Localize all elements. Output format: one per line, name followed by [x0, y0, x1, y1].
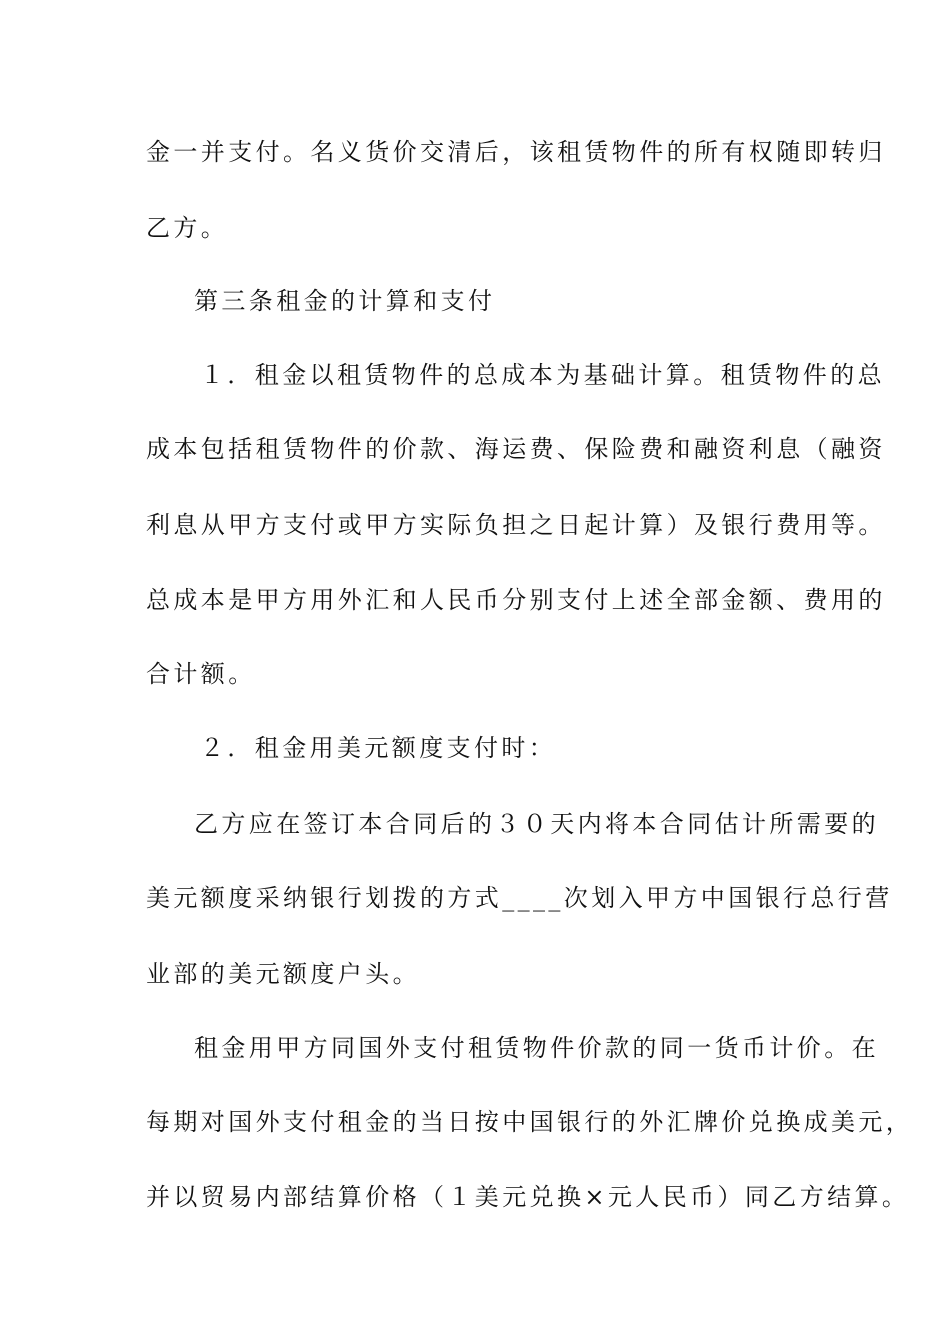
clause-1-line-1: １．租金以租赁物件的总成本为基础计算。租赁物件的总 — [200, 361, 885, 389]
clause-1-line-2: 成本包括租赁物件的价款、海运费、保险费和融资利息（融资 — [146, 435, 886, 463]
clause-2-heading: ２．租金用美元额度支付时： — [200, 734, 557, 762]
paragraph-line-2: 乙方。 — [146, 214, 229, 242]
clause-2-para-2-line-2: 每期对国外支付租金的当日按中国银行的外汇牌价兑换成美元， — [146, 1108, 914, 1136]
clause-2-para-1-line-3: 业部的美元额度户头。 — [146, 960, 420, 988]
clause-1-line-3: 利息从甲方支付或甲方实际负担之日起计算）及银行费用等。 — [146, 511, 886, 539]
clause-1-line-5: 合计额。 — [146, 660, 256, 688]
clause-2-para-1-line-1: 乙方应在签订本合同后的３０天内将本合同估计所需要的 — [194, 810, 879, 838]
section-heading-article-3: 第三条租金的计算和支付 — [194, 287, 496, 315]
paragraph-line-1: 金一并支付。名义货价交清后，该租赁物件的所有权随即转归 — [146, 138, 886, 166]
clause-2-para-2-line-1: 租金用甲方同国外支付租赁物件价款的同一货币计价。在 — [194, 1034, 879, 1062]
clause-2-para-2-line-3: 并以贸易内部结算价格（１美元兑换×元人民币）同乙方结算。 — [146, 1183, 910, 1211]
clause-1-line-4: 总成本是甲方用外汇和人民币分别支付上述全部金额、费用的 — [146, 586, 886, 614]
clause-2-para-1-line-2: 美元额度采纳银行划拨的方式____次划入甲方中国银行总行营 — [146, 884, 893, 912]
